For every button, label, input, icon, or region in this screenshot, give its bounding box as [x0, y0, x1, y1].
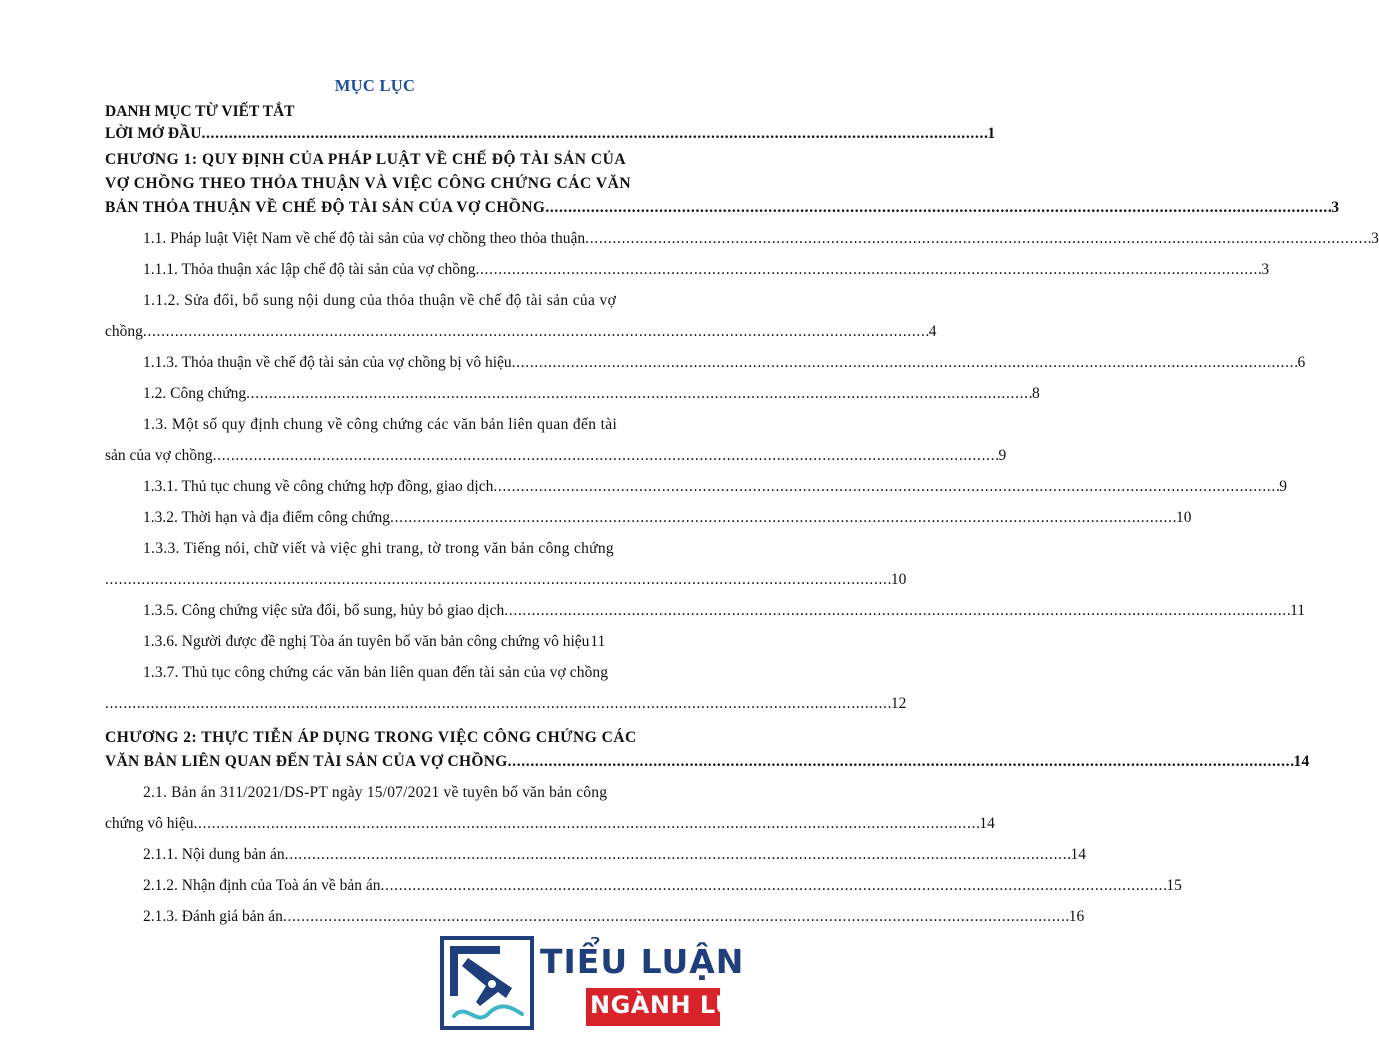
toc-section-1-3-3[interactable]: 1.3.3. Tiếng nói, chữ viết và việc ghi trang, tờ trong văn bản công chứng . . . 10	[105, 539, 685, 590]
toc-section-1-1[interactable]: 1.1. Pháp luật Việt Nam về chế độ tài sản của vợ chồng theo thỏa thuận . . . 3	[105, 229, 685, 249]
toc-section-1-3-7[interactable]: 1.3.7. Thủ tục công chứng các văn bản liên quan đến tài sản của vợ chồng . . . 12	[105, 663, 685, 714]
toc-chapter-2[interactable]: CHƯƠNG 2: THỰC TIỄN ÁP DỤNG TRONG VIỆC CÔNG CHỨNG CÁC VĂN BẢN LIÊN QUAN ĐẾN TÀI SẢN CỦA VỢ CHỒNG . . . 14	[105, 726, 685, 774]
brand-logo	[440, 930, 771, 1030]
toc-section-2-1-1[interactable]: 2.1.1. Nội dung bản án . . . 14	[105, 845, 685, 865]
toc-section-1-2[interactable]: 1.2. Công chứng . . . 8	[105, 384, 685, 404]
toc-abbrev: DANH MỤC TỪ VIẾT TẮT	[105, 103, 295, 120]
pen-nib-icon	[440, 936, 534, 1030]
toc-section-1-3-2[interactable]: 1.3.2. Thời hạn và địa điểm công chứng . . . 10	[105, 508, 685, 528]
logo-text-top: TIỂU LUẬN	[540, 942, 745, 981]
toc-section-1-1-1[interactable]: 1.1.1. Thỏa thuận xác lập chế độ tài sản của vợ chồng . . . 3	[105, 260, 685, 280]
toc-section-1-3-6[interactable]: 1.3.6. Người được đề nghị Tòa án tuyên bố văn bản công chứng vô hiệu 11	[143, 633, 606, 650]
toc-section-1-1-2[interactable]: 1.1.2. Sửa đổi, bổ sung nội dung của thỏa thuận về chế độ tài sản của vợ chồng . . . 4	[105, 291, 685, 342]
toc-section-1-3-5[interactable]: 1.3.5. Công chứng việc sửa đổi, bổ sung, hủy bỏ giao dịch . . . 11	[105, 601, 685, 621]
toc-section-2-1-3[interactable]: 2.1.3. Đánh giá bản án . . . 16	[105, 907, 685, 927]
toc-section-1-1-3[interactable]: 1.1.3. Thỏa thuận về chế độ tài sản của vợ chồng bị vô hiệu . . . 6	[105, 353, 685, 373]
toc-section-1-3[interactable]: 1.3. Một số quy định chung về công chứng các văn bản liên quan đến tài sản của vợ chồng . . . 9	[105, 415, 685, 466]
logo-text-bottom: NGÀNH LUẬT	[590, 991, 771, 1019]
table-of-contents	[105, 102, 1379, 927]
toc-intro[interactable]: LỜI MỞ ĐẦU . . . 1	[105, 124, 685, 144]
toc-title: MỤC LỤC	[334, 76, 416, 95]
toc-section-2-1[interactable]: 2.1. Bản án 311/2021/DS-PT ngày 15/07/2021 về tuyên bố văn bản công chứng vô hiệu . . . 14	[105, 783, 685, 834]
toc-section-2-1-2[interactable]: 2.1.2. Nhận định của Toà án về bản án . . . 15	[105, 876, 685, 896]
toc-chapter-1[interactable]: CHƯƠNG 1: QUY ĐỊNH CỦA PHÁP LUẬT VỀ CHẾ ĐỘ TÀI SẢN CỦA VỢ CHỒNG THEO THỎA THUẬN VÀ VIỆC CÔNG CHỨNG CÁC VĂN BẢN THỎA THUẬN VỀ CHẾ ĐỘ TÀI SẢN CỦA VỢ CHỒNG . . . 3	[105, 148, 685, 220]
toc-section-1-3-1[interactable]: 1.3.1. Thủ tục chung về công chứng hợp đồng, giao dịch . . . 9	[105, 477, 685, 497]
